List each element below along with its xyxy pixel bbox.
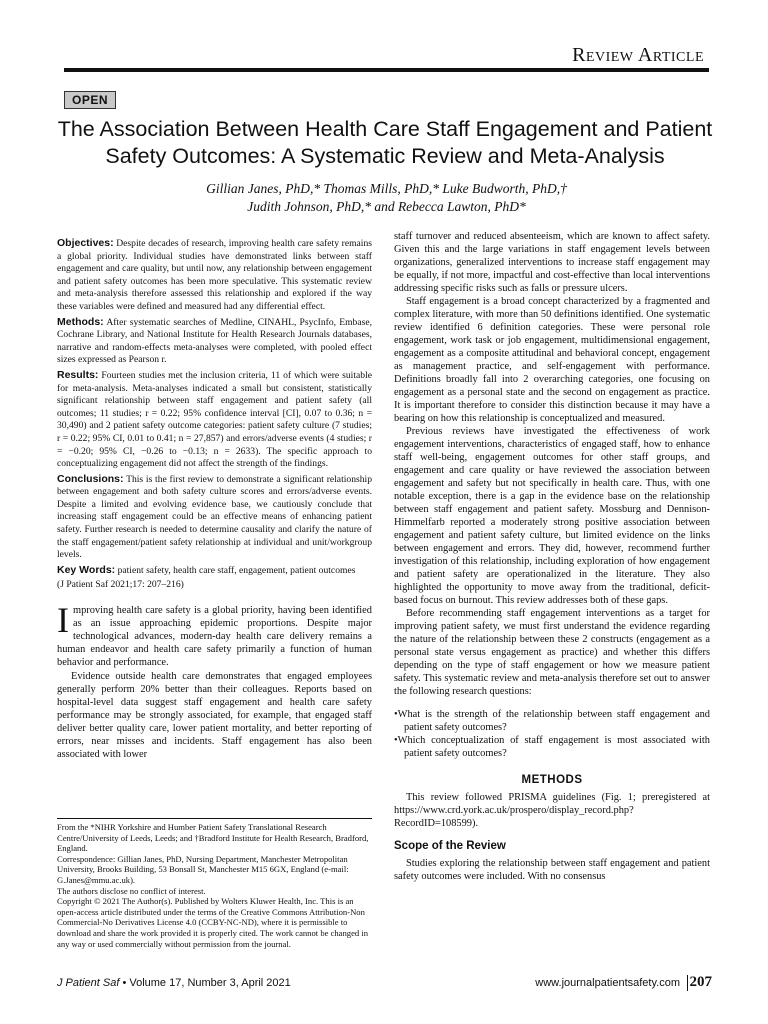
keywords-heading: Key Words: bbox=[57, 563, 116, 576]
intro-paragraph-2: Evidence outside health care demonstrates that engaged employees generally perform 20% better than their colleagues. Reports based on hospital-level data suggest staff engagement and health care safety performance may be strongly associated, for example, that engaged staff deliver better quality care, lower patient mortality, and better reporting of errors, near misses and incidents. Staff engagement has also been associated with lower bbox=[57, 670, 372, 761]
scope-subheading: Scope of the Review bbox=[394, 840, 506, 852]
methods-section-heading: METHODS bbox=[521, 774, 583, 786]
conclusions-heading: Conclusions: bbox=[57, 472, 124, 485]
right-paragraph-1: staff turnover and reduced absenteeism, which are known to affect safety. Given this and the large variations in staff engagement levels between organizations, generalized interventions to increase staff engagement may be equally, if not more, impactful and cost-effective than local interventions addressing specific risks such as falls or pressure ulcers. bbox=[394, 231, 710, 294]
right-column bbox=[394, 230, 710, 883]
methods-text: After systematic searches of Medline, CINAHL, PsycInfo, Embase, Cochrane Library, and National Institute for Health Research Journals databases, narrative and random-effects meta-analyses were completed, with pooled effect sizes expressed as Pearson r. bbox=[57, 316, 372, 366]
affiliation-note: From the *NIHR Yorkshire and Humber Patient Safety Translational Research Centre/University of Leeds, Leeds; and †Bradford Institute for Health Research, Bradford, England. bbox=[57, 822, 369, 854]
scope-paragraph: Studies exploring the relationship between staff engagement and patient safety outcomes were included. With no consensus bbox=[394, 858, 710, 882]
journal-citation: (J Patient Saf 2021;17: 207–216) bbox=[57, 579, 184, 591]
footer-website[interactable]: www.journalpatientsafety.com bbox=[535, 977, 680, 989]
abstract bbox=[57, 237, 372, 592]
drop-cap: I bbox=[57, 600, 69, 641]
right-paragraph-3: Previous reviews have investigated the effectiveness of work engagement interventions, characteristics of engaged staff, how to enhance staff well-being, engagement outcomes for other staff groups, and engagement and care quality or have reviewed the association between engagement and safety but not specifically in health care. Thus, with one notable exception, there is a gap in the evidence base on the relationship between staff engagement and patient safety. Mossburg and Dennison-Himmelfarb reported a moderately strong positive association between engagement and patient safety culture, but limited evidence on the links between engagement and errors. They did, however, recommend further investigation of this relationship, including exploration of how engagement and patient safety are operationalized in the literature. They also highlighted the opportunity to move away from the traditional, deficit-based focus on burnout. This review addresses both of these gaps. bbox=[394, 426, 710, 606]
open-access-badge: OPEN bbox=[64, 91, 116, 109]
keywords-text: patient safety, health care staff, engagement, patient outcomes bbox=[117, 564, 356, 576]
footer-issue: • Volume 17, Number 3, April 2021 bbox=[122, 977, 291, 989]
research-question-1: •What is the strength of the relationship between staff engagement and patient safety outcomes? bbox=[394, 709, 710, 733]
right-paragraph-4: Before recommending staff engagement interventions as a target for improving patient safety, we must first understand the evidence regarding the nature of the relationship between these 2 constructs (engagement as a personal state versus engagement as practice) and whether this differs depending on the type of staff engagement or how we measure patient safety. This systematic review and meta-analysis therefore set out to answer the following research questions: bbox=[394, 608, 710, 697]
author-line-1: Gillian Janes, PhD,* Thomas Mills, PhD,* Luke Budworth, PhD,† bbox=[206, 181, 567, 196]
header-rule bbox=[64, 68, 709, 72]
author-line-2: Judith Johnson, PhD,* and Rebecca Lawton, PhD* bbox=[247, 199, 526, 214]
right-paragraph-2: Staff engagement is a broad concept characterized by a fragmented and complex literature, with more than 50 definitions identified. One systematic review identified 6 definition categories. These were personal role engagement, work task or job engagement, multidimensional engagement, engagement as a composite attitudinal and behavioral concept, engagement as management practice, and self-engagement with performance. Definitions broadly fall into 2 overarching categories, one focusing on engagement as a personal state and the second on engagement as practice. It is important therefore to consider this distinction because it may have a bearing on how this relationship is conceptualized and measured. bbox=[394, 296, 710, 424]
page-footer bbox=[57, 975, 712, 991]
intro-body bbox=[57, 600, 372, 761]
page-number: 207 bbox=[689, 974, 712, 990]
objectives-text: Despite decades of research, improving health care safety remains a global priority. Individual studies have demonstrated links between staff engagement and care quality, but until now, any relationship between engagement and patient safety outcomes has been more speculative. This systematic review and meta-analysis therefore assessed this relationship and explored if the way these variables were defined and measured had any differential effect. bbox=[57, 238, 372, 312]
methods-paragraph: This review followed PRISMA guidelines (Fig. 1; preregistered at https://www.crd.york.ac.uk/prospero/display_record.php?RecordID=108599). bbox=[394, 792, 710, 829]
conclusions-text: This is the first review to demonstrate a significant relationship between engagement and both safety culture scores and errors/adverse events. Despite a limited and evolving evidence base, we cautiously conclude that increasing staff engagement could be an effective means of enhancing patient safety. Further research is needed to determine causality and clarify the nature of the staff engagement/patient safety relationship at individual and unit/workgroup levels. bbox=[57, 473, 372, 561]
author-list bbox=[64, 180, 709, 216]
correspondence-note: Correspondence: Gillian Janes, PhD, Nursing Department, Manchester Metropolitan University, Brooks Building, 53 Bonsall St, Manchester M15 6GX, England (e-mail: G.Janes@mmu.ac.uk). bbox=[57, 853, 349, 885]
research-question-2: •Which conceptualization of staff engagement is most associated with patient safety outcomes? bbox=[394, 735, 710, 759]
copyright-note: Copyright © 2021 The Author(s). Published by Wolters Kluwer Health, Inc. This is an open-access article distributed under the terms of the Creative Commons Attribution-Non Commercial-No Derivatives License 4.0 (CCBY-NC-ND), where it is permissible to download and share the work provided it is properly cited. The work cannot be changed in any way or used commercially without permission from the journal. bbox=[57, 896, 369, 949]
left-column bbox=[57, 237, 372, 761]
methods-heading: Methods: bbox=[57, 315, 104, 328]
conflict-note: The authors disclose no conflict of interest. bbox=[57, 885, 206, 896]
footer-journal-name: J Patient Saf bbox=[57, 977, 120, 989]
footer-journal-info bbox=[57, 977, 291, 989]
results-text: Fourteen studies met the inclusion criteria, 11 of which were suitable for meta-analysis. Meta-analyses indicated a small but consistent, statistically significant relationship between staff engagement and patient safety (all outcomes; 11 studies; r = 0.22; 95% confidence interval [CI], 0.07 to 0.36; n = 30,490) and 2 patient safety outcome categories: patient safety culture (7 studies; r = 0.22; 95% CI, 0.01 to 0.41; n = 27,857) and errors/adverse events (4 studies; r = −0.20; 95% CI, −0.26 to −0.13; n = 2633). The specific approach to conceptualizing engagement did not affect the strength of the findings. bbox=[57, 369, 372, 470]
intro-paragraph-1: mproving health care safety is a global priority, having been identified as an issue approaching epidemic proportions. Despite major technological advances, modern-day health care delivery remains a human endeavor and health care safety primarily a function of human behavior and performance. bbox=[57, 605, 372, 669]
paper-title: The Association Between Health Care Staff Engagement and Patient Safety Outcomes: A Systematic Review and Meta-Analysis bbox=[57, 117, 713, 168]
results-heading: Results: bbox=[57, 368, 99, 381]
footnote-rule bbox=[57, 818, 372, 819]
footer-divider bbox=[687, 975, 688, 991]
objectives-heading: Objectives: bbox=[57, 237, 114, 249]
section-header: Review Article bbox=[572, 44, 704, 66]
footnotes bbox=[57, 822, 372, 949]
research-questions bbox=[394, 708, 710, 760]
